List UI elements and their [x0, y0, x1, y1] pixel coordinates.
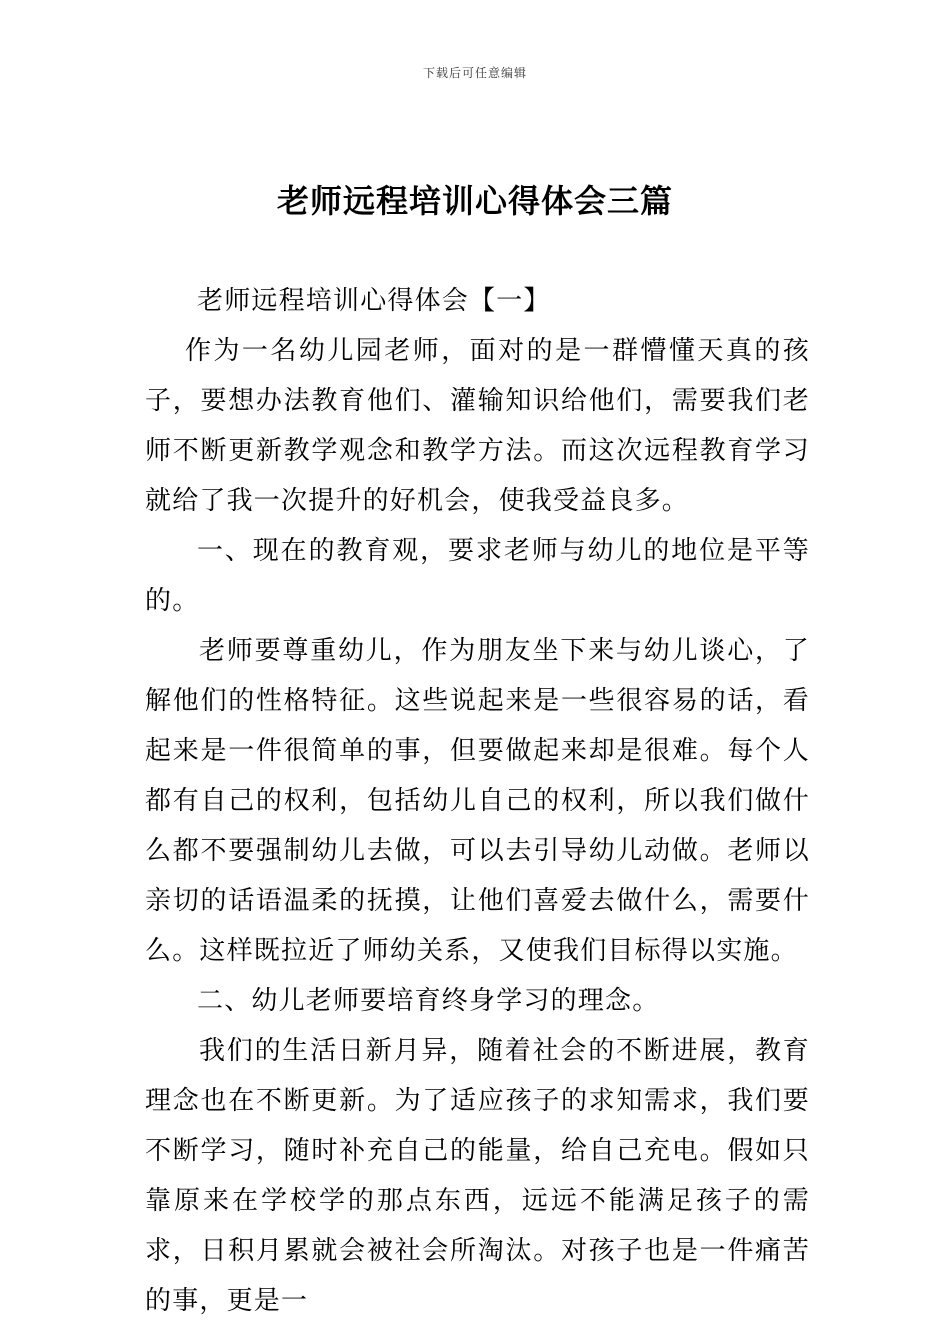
- paragraph-intro: 作为一名幼儿园老师，面对的是一群懵懂天真的孩子，要想办法教育他们、灌输知识给他们，需要我们老师不断更新教学观念和教学方法。而这次远程教育学习就给了我一次提升的好机会，使我受益良多。: [145, 336, 810, 516]
- document-body: [145, 276, 810, 1326]
- point-heading-1: 一、现在的教育观，要求老师与幼儿的地位是平等的。: [145, 536, 810, 616]
- header-note: 下载后可任意编辑: [422, 66, 527, 80]
- paragraph-lifelong-learning: 我们的生活日新月异，随着社会的不断进展，教育理念也在不断更新。为了适应孩子的求知需求，我们要不断学习，随时补充自己的能量，给自己充电。假如只靠原来在学校学的那点东西，远远不能满足孩子的需求，日积月累就会被社会所淘汰。对孩子也是一件痛苦的事，更是一: [145, 1036, 810, 1316]
- paragraph-respect: 老师要尊重幼儿，作为朋友坐下来与幼儿谈心，了解他们的性格特征。这些说起来是一些很容易的话，看起来是一件很简单的事，但要做起来却是很难。每个人都有自己的权利，包括幼儿自己的权利，所以我们做什么都不要强制幼儿去做，可以去引导幼儿动做。老师以亲切的话语温柔的抚摸，让他们喜爱去做什么，需要什么。这样既拉近了师幼关系，又使我们目标得以实施。: [145, 636, 810, 966]
- point-heading-2: 二、幼儿老师要培育终身学习的理念。: [197, 986, 660, 1016]
- section-subtitle: 老师远程培训心得体会【一】: [197, 286, 551, 316]
- document-title: 老师远程培训心得体会三篇: [276, 182, 673, 220]
